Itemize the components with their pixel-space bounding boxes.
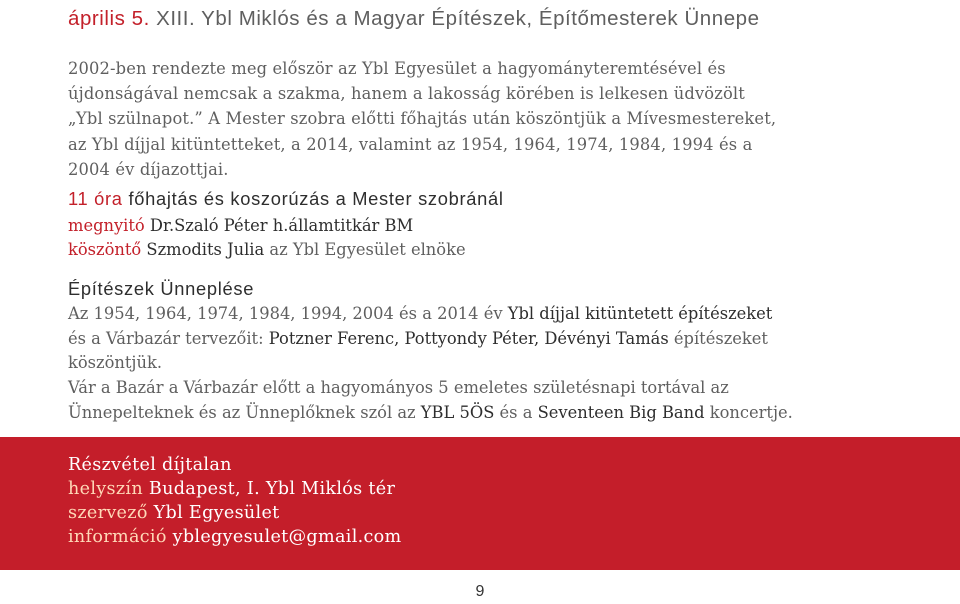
architects-text: és a Várbazár tervezőit:	[68, 329, 269, 348]
event-title: XIII. Ybl Miklós és a Magyar Építészek, Építőmesterek Ünnepe	[149, 7, 760, 30]
opening-label: megnyitó	[68, 216, 145, 235]
band-name: YBL 5ÖS	[420, 403, 495, 422]
architects-line: köszöntjük.	[68, 353, 163, 372]
intro-line: „Ybl szülnapot.” A Mester szobra előtti főhajtás után köszöntjük a Mívesmestereket,	[68, 109, 777, 129]
greeting-line	[68, 238, 948, 262]
architects-line: Vár a Bazár a Várbazár előtt a hagyományos 5 emeletes születésnapi tortával az	[68, 378, 729, 397]
program-event: főhajtás és koszorúzás a Mester szobránál	[122, 188, 504, 209]
architects-text: építészeket	[668, 329, 768, 348]
architects-text: koncertje.	[704, 403, 793, 422]
event-date: április 5.	[68, 7, 150, 30]
architects-heading: Építészek Ünneplése	[68, 278, 255, 299]
venue-value: Budapest, I. Ybl Miklós tér	[142, 479, 396, 499]
opening-line	[68, 214, 948, 238]
architects-highlight: Ybl díjjal kitüntetett építészeket	[507, 304, 773, 323]
architects-line	[68, 327, 948, 351]
info-banner	[0, 437, 960, 570]
participation-line: Részvétel díjtalan	[68, 455, 232, 475]
organizer-line	[68, 501, 280, 525]
intro-line: újdonságával nemcsak a szakma, hanem a lakosság körében is lelkesen üdvözölt	[68, 84, 745, 104]
contact-value[interactable]: yblegyesulet@gmail.com	[166, 527, 402, 547]
intro-line: az Ybl díjjal kitüntetteket, a 2014, valamint az 1954, 1964, 1974, 1984, 1994 és a	[68, 134, 753, 154]
architects-text: Az 1954, 1964, 1974, 1984, 1994, 2004 és a 2014 év	[68, 304, 508, 323]
intro-line: 2004 év díjazottjai.	[68, 159, 229, 179]
intro-paragraph	[68, 56, 938, 182]
greeting-person: Szmodits Julia	[141, 240, 265, 259]
greeting-label: köszöntő	[68, 240, 142, 259]
architects-text: Ünnepelteknek és az Ünneplőknek szól az	[68, 403, 421, 422]
intro-line: 2002-ben rendezte meg először az Ybl Egyesület a hagyományteremtésével és	[68, 59, 726, 78]
page-title	[68, 6, 948, 32]
band-name: Seventeen Big Band	[537, 403, 705, 422]
organizer-label: szervező	[68, 503, 148, 523]
architects-names: Potzner Ferenc, Pottyondy Péter, Dévényi Tamás	[268, 329, 669, 348]
venue-line	[68, 477, 395, 501]
program-time-line	[68, 187, 948, 211]
organizer-value: Ybl Egyesület	[147, 503, 280, 523]
greeting-role: az Ybl Egyesület elnöke	[264, 240, 466, 259]
page-number: 9	[475, 583, 485, 600]
opening-person: Dr.Szaló Péter h.államtitkár BM	[144, 216, 414, 235]
program-time: 11 óra	[68, 188, 123, 209]
contact-label: információ	[68, 527, 167, 547]
contact-line	[68, 525, 402, 549]
venue-label: helyszín	[68, 479, 143, 499]
architects-text: és a	[494, 403, 538, 422]
architects-line	[68, 401, 948, 425]
architects-line	[68, 302, 948, 326]
